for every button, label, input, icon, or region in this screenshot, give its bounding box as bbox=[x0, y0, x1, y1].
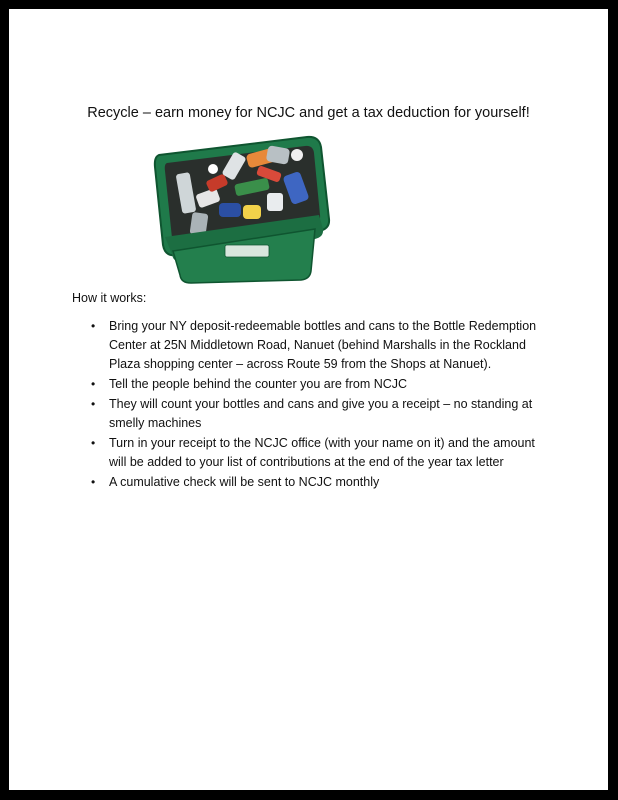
step-text: Tell the people behind the counter you are from NCJC bbox=[109, 377, 408, 391]
list-item bbox=[72, 395, 552, 433]
list-item bbox=[72, 375, 552, 394]
step-text: They will count your bottles and cans and give you a receipt – no standing at smelly machines bbox=[109, 397, 533, 430]
bullet-icon: • bbox=[91, 397, 96, 411]
bullet-icon: • bbox=[91, 319, 96, 333]
bullet-icon: • bbox=[91, 436, 96, 450]
list-item bbox=[72, 317, 552, 374]
step-text: Bring your NY deposit-redeemable bottles and cans to the Bottle Redemption Center at 25N Middletown Road, Nanuet (behind Marshalls in the Rockland Plaza shopping center – across Route 59 from the Shops at Nanuet). bbox=[109, 319, 537, 371]
step-text: A cumulative check will be sent to NCJC monthly bbox=[109, 475, 380, 489]
steps-list bbox=[72, 317, 552, 493]
bullet-icon: • bbox=[91, 377, 96, 391]
headline: Recycle – earn money for NCJC and get a tax deduction for yourself! bbox=[87, 105, 530, 121]
recycling-bin-image bbox=[147, 133, 332, 285]
bullet-icon: • bbox=[91, 475, 96, 489]
list-item bbox=[72, 434, 552, 472]
step-text: Turn in your receipt to the NCJC office (with your name on it) and the amount will be added to your list of contributions at the end of the year tax letter bbox=[109, 436, 535, 469]
list-item bbox=[72, 473, 552, 492]
section-title: How it works: bbox=[72, 291, 147, 305]
document-page bbox=[9, 9, 608, 790]
